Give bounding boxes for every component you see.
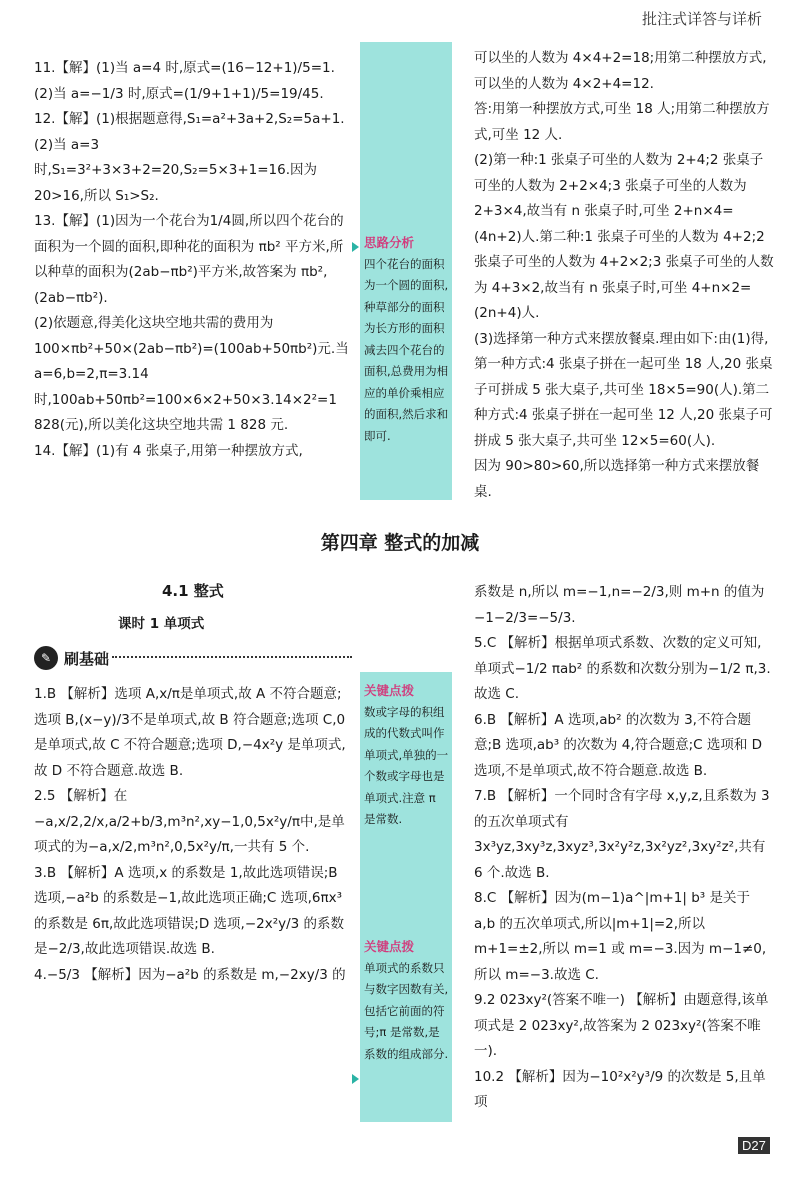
solution-11-part2: (2)当 a=−1/3 时,原式=(1/9+1+1)/5=19/45. xyxy=(34,85,324,102)
arrow-icon xyxy=(352,242,359,252)
note-title: 关键点拨 xyxy=(364,683,415,698)
note-title: 关键点拨 xyxy=(364,939,415,954)
solution-14-answer: 答:用第一种摆放方式,可坐 18 人;用第二种摆放方式,可坐 12 人. xyxy=(474,101,770,143)
note-body: 四个花台的面积为一个圆的面积,种草部分的面积为长方形的面积减去四个花台的面积,总费用为相应的单价乘相应的面积,然后求和即可. xyxy=(364,256,449,443)
note-key-point-1 xyxy=(364,680,450,831)
solution-10: 10.2 【解析】因为−10²x²y³/9 的次数是 5,且单项 xyxy=(474,1068,766,1110)
solution-14: 14.【解】(1)有 4 张桌子,用第一种摆放方式, xyxy=(34,442,303,459)
solution-1: 1.B 【解析】选项 A,x/π是单项式,故 A 不符合题意;选项 B,(x−y)/3不是单项式,故 B 符合题意;选项 C,0 是单项式,故 C 不符合题意;选项 D,−4x²y 是单项式,故 D 不符合题意.故选 B. xyxy=(34,686,346,779)
brush-icon: ✎ xyxy=(34,646,58,670)
note-thinking-analysis xyxy=(364,232,450,447)
solution-9: 9.2 023xy²(答案不唯一) 【解析】由题意得,该单项式是 2 023xy²,故答案为 2 023xy²(答案不唯一). xyxy=(474,992,769,1059)
solution-8: 8.C 【解析】因为(m−1)a^|m+1| b³ 是关于 a,b 的五次单项式,所以|m+1|=2,所以 m+1=±2,所以 m=1 或 m=−3.因为 m−1≠0,所以 m=−3.故选 C. xyxy=(474,890,767,983)
solution-14-part2: (2)第一种:1 张桌子可坐的人数为 2+4;2 张桌子可坐的人数为 2+2×4;3 张桌子可坐的人数为 2+3×4,故当有 n 张桌子时,可坐 2+n×4=(4n+2)人.第二种:1 张桌子可坐的人数为 4+2;2 张桌子可坐的人数为 4+2×2;3 张桌子可坐的人数为 4+3×2,故当有 n 张桌子时,可坐 4+n×2=(2n+4)人. xyxy=(474,152,774,321)
solutions-bottom-left xyxy=(34,682,352,988)
solution-3: 3.B 【解析】A 选项,x 的系数是 1,故此选项错误;B 选项,−a²b 的系数是−1,故此选项正确;C 选项,6πx³ 的系数是 6π,故此选项错误;D 选项,−2x²y/3 的系数是−2/3,故此选项错误.故选 B. xyxy=(34,864,345,957)
note-title: 思路分析 xyxy=(364,235,415,250)
solution-13: 13.【解】(1)因为一个花台为1/4圆,所以四个花台的面积为一个圆的面积,即种花的面积为 πb² 平方米,所以种草的面积为(2ab−πb²)平方米,故答案为 πb²,(2ab−πb²). xyxy=(34,213,344,306)
subsection-title: 课时 1 单项式 xyxy=(118,616,205,632)
badge-label: 刷基础 xyxy=(64,649,110,668)
solution-13-part2: (2)依题意,得美化这块空地共需的费用为100×πb²+50×(2ab−πb²)=(100ab+50πb²)元.当 a=6,b=2,π=3.14 时,100ab+50πb²=100×6×2+50×3.14×2²=1 828(元),所以美化这块空地共需 1 828 元. xyxy=(34,315,349,433)
solution-14-conclusion: 因为 90>80>60,所以选择第一种方式来摆放餐桌. xyxy=(474,458,760,500)
solutions-top-right xyxy=(474,46,774,505)
page-number: D27 xyxy=(738,1137,770,1154)
solution-12-part2: (2)当 a=3 时,S₁=3²+3×3+2=20,S₂=5×3+1=16.因为 20>16,所以 S₁>S₂. xyxy=(34,136,318,204)
solution-6: 6.B 【解析】A 选项,ab² 的次数为 3,不符合题意;B 选项,ab³ 的次数为 4,符合题意;C 选项和 D 选项,不是单项式,故不符合题意.故选 B. xyxy=(474,711,763,779)
chapter-title: 第四章 整式的加减 xyxy=(320,532,480,554)
note-body: 数或字母的积组成的代数式叫作单项式,单独的一个数或字母也是单项式.注意 π 是常数. xyxy=(364,704,449,826)
practice-badge xyxy=(34,646,109,670)
note-body: 单项式的系数只与数字因数有关,包括它前面的符号;π 是常数,是系数的组成部分. xyxy=(364,960,449,1061)
section-title: 4.1 整式 xyxy=(162,582,224,600)
solution-11: 11.【解】(1)当 a=4 时,原式=(16−12+1)/5=1. xyxy=(34,60,335,76)
page-header-title: 批注式详答与详析 xyxy=(641,10,762,28)
arrow-icon xyxy=(352,1074,359,1084)
solution-12: 12.【解】(1)根据题意得,S₁=a²+3a+2,S₂=5a+1. xyxy=(34,111,345,127)
solution-14-part3: (3)选择第一种方式来摆放餐桌.理由如下:由(1)得,第一种方式:4 张桌子拼在一起可坐 18 人,20 张桌子可拼成 5 张大桌子,共可坐 18×5=90(人).第二种方式:4 张桌子拼在一起可坐 12 人,20 张桌子可拼成 5 张大桌子,共可坐 12×5=60(人). xyxy=(474,330,773,449)
solution-5: 5.C 【解析】根据单项式系数、次数的定义可知,单项式−1/2 πab² 的系数和次数分别为−1/2 π,3.故选 C. xyxy=(474,635,771,702)
solution-4: 4.−5/3 【解析】因为−a²b 的系数是 m,−2xy/3 的 xyxy=(34,966,346,983)
note-key-point-2 xyxy=(364,936,450,1065)
solutions-top-left xyxy=(34,56,352,464)
solution-7: 7.B 【解析】一个同时含有字母 x,y,z,且系数为 3 的五次单项式有 3x³yz,3xy³z,3xyz³,3x²y²z,3x²yz²,3xy²z²,共有 6 个.故选 B. xyxy=(474,788,770,881)
solution-4-cont: 系数是 n,所以 m=−1,n=−2/3,则 m+n 的值为−1−2/3=−5/3. xyxy=(474,584,765,626)
dotted-divider xyxy=(112,656,352,658)
solution-2: 2.5 【解析】在−a,x/2,2/x,a/2+b/3,m³n²,xy−1,0,5x²y/π中,是单项式的为−a,x/2,m³n²,0,5x²y/π,一共有 5 个. xyxy=(34,788,345,855)
solution-14-cont: 可以坐的人数为 4×4+2=18;用第二种摆放方式,可以坐的人数为 4×2+4=12. xyxy=(474,50,767,92)
solutions-bottom-right xyxy=(474,580,774,1116)
